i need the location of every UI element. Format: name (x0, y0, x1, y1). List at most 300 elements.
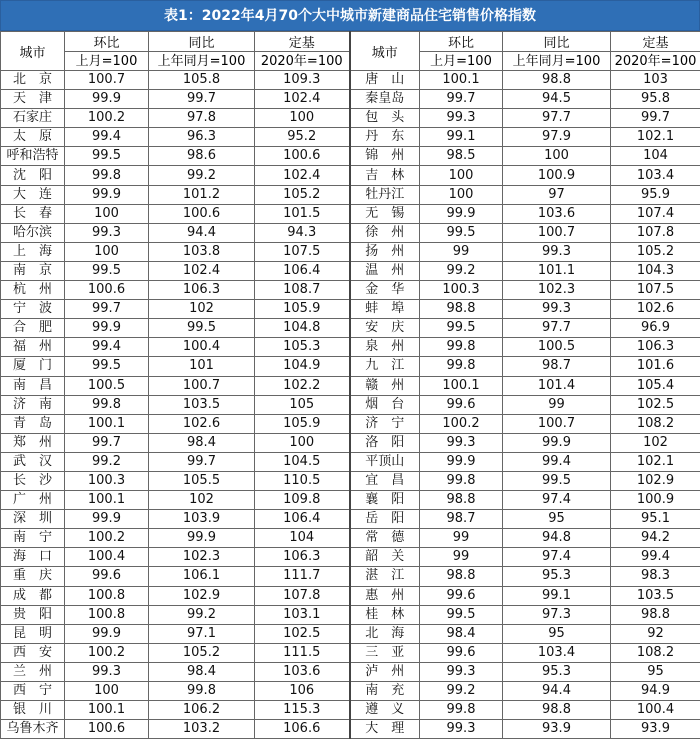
left-mom-cell: 100.1 (65, 491, 149, 510)
right-mom-cell: 99.6 (420, 395, 503, 414)
left-mom-cell: 100 (65, 682, 149, 701)
right-base-cell: 95 (611, 662, 700, 681)
left-yoy-cell: 103.9 (149, 510, 255, 529)
right-mom-cell: 99.5 (420, 605, 503, 624)
header-yoy-right: 同比 (503, 32, 611, 52)
right-yoy-cell: 97.7 (503, 319, 611, 338)
right-mom-cell: 100.2 (420, 414, 503, 433)
right-city-cell: 大 理 (350, 720, 420, 739)
right-base-cell: 102.6 (611, 300, 700, 319)
left-base-cell: 106.6 (255, 720, 350, 739)
table-row (1, 166, 700, 185)
right-base-cell: 102.1 (611, 452, 700, 471)
right-mom-cell: 99.6 (420, 586, 503, 605)
table-row (1, 395, 700, 414)
table-row (1, 682, 700, 701)
table-row (1, 491, 700, 510)
left-city-cell: 福 州 (1, 338, 65, 357)
table-row (1, 720, 700, 739)
right-mom-cell: 100.1 (420, 376, 503, 395)
left-mom-cell: 100.3 (65, 471, 149, 490)
right-base-cell: 93.9 (611, 720, 700, 739)
left-mom-cell: 99.3 (65, 223, 149, 242)
right-city-cell: 赣 州 (350, 376, 420, 395)
right-base-cell: 95.9 (611, 185, 700, 204)
header-yoy-left: 同比 (149, 32, 255, 52)
left-city-cell: 深 圳 (1, 510, 65, 529)
right-yoy-cell: 97.3 (503, 605, 611, 624)
right-mom-cell: 100.3 (420, 281, 503, 300)
right-base-cell: 103.4 (611, 166, 700, 185)
left-yoy-cell: 105.8 (149, 71, 255, 90)
right-mom-cell: 99.6 (420, 643, 503, 662)
right-mom-cell: 99.2 (420, 261, 503, 280)
left-city-cell: 武 汉 (1, 452, 65, 471)
left-base-cell: 111.7 (255, 567, 350, 586)
right-city-cell: 三 亚 (350, 643, 420, 662)
left-city-cell: 南 京 (1, 261, 65, 280)
right-city-cell: 九 江 (350, 357, 420, 376)
right-yoy-cell: 99.1 (503, 586, 611, 605)
left-base-cell: 101.5 (255, 204, 350, 223)
table-row (1, 471, 700, 490)
left-yoy-cell: 100.4 (149, 338, 255, 357)
header-base-right: 定基 (611, 32, 700, 52)
table-row (1, 204, 700, 223)
right-city-cell: 烟 台 (350, 395, 420, 414)
header-base-sub-right: 2020年=100 (611, 52, 700, 71)
header-mom-sub-left: 上月=100 (65, 52, 149, 71)
table-row (1, 147, 700, 166)
right-base-cell: 92 (611, 624, 700, 643)
left-city-cell: 长 沙 (1, 471, 65, 490)
left-mom-cell: 99.5 (65, 147, 149, 166)
table-row (1, 414, 700, 433)
left-city-cell: 大 连 (1, 185, 65, 204)
left-yoy-cell: 97.1 (149, 624, 255, 643)
right-mom-cell: 99.7 (420, 90, 503, 109)
right-base-cell: 101.6 (611, 357, 700, 376)
left-base-cell: 102.4 (255, 166, 350, 185)
left-city-cell: 重 庆 (1, 567, 65, 586)
left-yoy-cell: 98.6 (149, 147, 255, 166)
left-mom-cell: 100.2 (65, 109, 149, 128)
right-city-cell: 泉 州 (350, 338, 420, 357)
right-city-cell: 平顶山 (350, 452, 420, 471)
right-mom-cell: 100.1 (420, 71, 503, 90)
right-yoy-cell: 97.4 (503, 491, 611, 510)
left-base-cell: 103.6 (255, 662, 350, 681)
left-mom-cell: 99.9 (65, 319, 149, 338)
right-base-cell: 99.4 (611, 548, 700, 567)
left-mom-cell: 100.5 (65, 376, 149, 395)
right-base-cell: 107.8 (611, 223, 700, 242)
left-yoy-cell: 102 (149, 491, 255, 510)
right-yoy-cell: 95 (503, 624, 611, 643)
left-city-cell: 郑 州 (1, 433, 65, 452)
left-mom-cell: 99.3 (65, 662, 149, 681)
right-city-cell: 桂 林 (350, 605, 420, 624)
left-yoy-cell: 100.7 (149, 376, 255, 395)
right-yoy-cell: 101.1 (503, 261, 611, 280)
right-yoy-cell: 95 (503, 510, 611, 529)
table-row (1, 71, 700, 90)
left-yoy-cell: 98.4 (149, 433, 255, 452)
right-yoy-cell: 100.7 (503, 223, 611, 242)
right-city-cell: 包 头 (350, 109, 420, 128)
right-base-cell: 103.5 (611, 586, 700, 605)
right-city-cell: 丹 东 (350, 128, 420, 147)
left-base-cell: 105.9 (255, 414, 350, 433)
right-base-cell: 107.5 (611, 281, 700, 300)
header-yoy-sub-right: 上年同月=100 (503, 52, 611, 71)
table-row (1, 223, 700, 242)
left-yoy-cell: 106.3 (149, 281, 255, 300)
left-base-cell: 106.4 (255, 261, 350, 280)
left-yoy-cell: 102.4 (149, 261, 255, 280)
table-row (1, 281, 700, 300)
left-yoy-cell: 97.8 (149, 109, 255, 128)
right-city-cell: 吉 林 (350, 166, 420, 185)
table-row (1, 376, 700, 395)
left-base-cell: 104.5 (255, 452, 350, 471)
table-row (1, 300, 700, 319)
right-base-cell: 100.9 (611, 491, 700, 510)
header-mom-sub-right: 上月=100 (420, 52, 503, 71)
left-mom-cell: 99.5 (65, 261, 149, 280)
right-yoy-cell: 94.5 (503, 90, 611, 109)
right-mom-cell: 98.8 (420, 491, 503, 510)
right-city-cell: 惠 州 (350, 586, 420, 605)
right-base-cell: 94.2 (611, 529, 700, 548)
right-base-cell: 102 (611, 433, 700, 452)
right-city-cell: 秦皇岛 (350, 90, 420, 109)
right-mom-cell: 98.8 (420, 567, 503, 586)
left-city-cell: 乌鲁木齐 (1, 720, 65, 739)
right-base-cell: 102.5 (611, 395, 700, 414)
left-mom-cell: 100.6 (65, 281, 149, 300)
right-mom-cell: 99.3 (420, 433, 503, 452)
left-city-cell: 济 南 (1, 395, 65, 414)
left-base-cell: 109.3 (255, 71, 350, 90)
right-yoy-cell: 95.3 (503, 567, 611, 586)
table-row (1, 338, 700, 357)
left-yoy-cell: 106.2 (149, 701, 255, 720)
right-base-cell: 105.2 (611, 242, 700, 261)
table-row (1, 662, 700, 681)
table-row (1, 242, 700, 261)
left-city-cell: 石家庄 (1, 109, 65, 128)
right-city-cell: 洛 阳 (350, 433, 420, 452)
table-row (1, 605, 700, 624)
left-city-cell: 北 京 (1, 71, 65, 90)
left-yoy-cell: 105.2 (149, 643, 255, 662)
left-yoy-cell: 103.5 (149, 395, 255, 414)
right-yoy-cell: 103.4 (503, 643, 611, 662)
right-yoy-cell: 99.3 (503, 300, 611, 319)
right-base-cell: 105.4 (611, 376, 700, 395)
right-mom-cell: 99 (420, 529, 503, 548)
left-yoy-cell: 103.2 (149, 720, 255, 739)
left-base-cell: 102.2 (255, 376, 350, 395)
right-base-cell: 104 (611, 147, 700, 166)
right-base-cell: 95.1 (611, 510, 700, 529)
right-yoy-cell: 99.9 (503, 433, 611, 452)
right-mom-cell: 99.8 (420, 701, 503, 720)
table-row (1, 701, 700, 720)
table-row (1, 586, 700, 605)
left-base-cell: 105 (255, 395, 350, 414)
left-yoy-cell: 106.1 (149, 567, 255, 586)
left-city-cell: 广 州 (1, 491, 65, 510)
left-base-cell: 100.6 (255, 147, 350, 166)
header-mom-left: 环比 (65, 32, 149, 52)
left-yoy-cell: 102.3 (149, 548, 255, 567)
left-mom-cell: 99.9 (65, 624, 149, 643)
left-mom-cell: 100 (65, 204, 149, 223)
left-city-cell: 南 昌 (1, 376, 65, 395)
left-city-cell: 成 都 (1, 586, 65, 605)
left-base-cell: 106 (255, 682, 350, 701)
left-base-cell: 105.3 (255, 338, 350, 357)
left-mom-cell: 99.7 (65, 433, 149, 452)
left-yoy-cell: 102.6 (149, 414, 255, 433)
left-base-cell: 105.2 (255, 185, 350, 204)
left-base-cell: 100 (255, 433, 350, 452)
table-row (1, 128, 700, 147)
right-mom-cell: 99.8 (420, 357, 503, 376)
right-yoy-cell: 94.4 (503, 682, 611, 701)
right-yoy-cell: 98.8 (503, 71, 611, 90)
left-mom-cell: 99.4 (65, 338, 149, 357)
right-city-cell: 无 锡 (350, 204, 420, 223)
right-mom-cell: 99.8 (420, 338, 503, 357)
right-mom-cell: 99.9 (420, 204, 503, 223)
left-yoy-cell: 99.5 (149, 319, 255, 338)
right-base-cell: 108.2 (611, 643, 700, 662)
right-base-cell: 100.4 (611, 701, 700, 720)
table-row (1, 261, 700, 280)
right-city-cell: 湛 江 (350, 567, 420, 586)
right-mom-cell: 99.3 (420, 109, 503, 128)
right-yoy-cell: 100 (503, 147, 611, 166)
left-base-cell: 104.9 (255, 357, 350, 376)
left-yoy-cell: 100.6 (149, 204, 255, 223)
left-yoy-cell: 99.2 (149, 605, 255, 624)
table-row (1, 185, 700, 204)
right-yoy-cell: 99.3 (503, 242, 611, 261)
header-yoy-sub-left: 上年同月=100 (149, 52, 255, 71)
right-city-cell: 岳 阳 (350, 510, 420, 529)
right-city-cell: 锦 州 (350, 147, 420, 166)
left-city-cell: 兰 州 (1, 662, 65, 681)
right-yoy-cell: 99.5 (503, 471, 611, 490)
left-yoy-cell: 99.8 (149, 682, 255, 701)
table-row (1, 510, 700, 529)
table-title: 表1：2022年4月70个大中城市新建商品住宅销售价格指数 (0, 0, 700, 31)
left-mom-cell: 99.7 (65, 300, 149, 319)
right-city-cell: 韶 关 (350, 548, 420, 567)
left-mom-cell: 100.4 (65, 548, 149, 567)
left-city-cell: 西 安 (1, 643, 65, 662)
left-mom-cell: 100 (65, 242, 149, 261)
right-mom-cell: 98.4 (420, 624, 503, 643)
right-mom-cell: 99.1 (420, 128, 503, 147)
right-city-cell: 安 庆 (350, 319, 420, 338)
table-row (1, 624, 700, 643)
left-city-cell: 宁 波 (1, 300, 65, 319)
right-mom-cell: 99.2 (420, 682, 503, 701)
left-city-cell: 贵 阳 (1, 605, 65, 624)
right-yoy-cell: 97.9 (503, 128, 611, 147)
left-city-cell: 南 宁 (1, 529, 65, 548)
left-mom-cell: 99.6 (65, 567, 149, 586)
right-yoy-cell: 98.8 (503, 701, 611, 720)
left-yoy-cell: 99.9 (149, 529, 255, 548)
right-mom-cell: 99 (420, 548, 503, 567)
left-base-cell: 108.7 (255, 281, 350, 300)
left-base-cell: 115.3 (255, 701, 350, 720)
left-yoy-cell: 103.8 (149, 242, 255, 261)
right-yoy-cell: 93.9 (503, 720, 611, 739)
left-mom-cell: 99.4 (65, 128, 149, 147)
left-city-cell: 呼和浩特 (1, 147, 65, 166)
left-city-cell: 天 津 (1, 90, 65, 109)
left-base-cell: 105.9 (255, 300, 350, 319)
right-city-cell: 北 海 (350, 624, 420, 643)
right-yoy-cell: 101.4 (503, 376, 611, 395)
header-mom-right: 环比 (420, 32, 503, 52)
left-yoy-cell: 102.9 (149, 586, 255, 605)
table-row (1, 357, 700, 376)
left-city-cell: 沈 阳 (1, 166, 65, 185)
right-city-cell: 宜 昌 (350, 471, 420, 490)
left-base-cell: 107.5 (255, 242, 350, 261)
left-base-cell: 102.4 (255, 90, 350, 109)
right-yoy-cell: 98.7 (503, 357, 611, 376)
right-base-cell: 107.4 (611, 204, 700, 223)
right-city-cell: 金 华 (350, 281, 420, 300)
right-yoy-cell: 99 (503, 395, 611, 414)
table-row (1, 319, 700, 338)
left-base-cell: 94.3 (255, 223, 350, 242)
table-body (1, 71, 700, 739)
right-city-cell: 唐 山 (350, 71, 420, 90)
right-yoy-cell: 97.7 (503, 109, 611, 128)
left-yoy-cell: 105.5 (149, 471, 255, 490)
left-yoy-cell: 94.4 (149, 223, 255, 242)
left-city-cell: 上 海 (1, 242, 65, 261)
left-base-cell: 111.5 (255, 643, 350, 662)
right-mom-cell: 99.8 (420, 471, 503, 490)
left-yoy-cell: 99.2 (149, 166, 255, 185)
left-base-cell: 95.2 (255, 128, 350, 147)
header-base-sub-left: 2020年=100 (255, 52, 350, 71)
right-yoy-cell: 100.7 (503, 414, 611, 433)
left-yoy-cell: 101 (149, 357, 255, 376)
left-base-cell: 106.4 (255, 510, 350, 529)
right-yoy-cell: 97.4 (503, 548, 611, 567)
right-base-cell: 108.2 (611, 414, 700, 433)
right-mom-cell: 100 (420, 185, 503, 204)
right-yoy-cell: 99.4 (503, 452, 611, 471)
right-mom-cell: 100 (420, 166, 503, 185)
table-row (1, 529, 700, 548)
right-base-cell: 99.7 (611, 109, 700, 128)
table-row (1, 90, 700, 109)
right-base-cell: 98.3 (611, 567, 700, 586)
right-base-cell: 102.1 (611, 128, 700, 147)
right-city-cell: 南 充 (350, 682, 420, 701)
left-city-cell: 青 岛 (1, 414, 65, 433)
right-yoy-cell: 94.8 (503, 529, 611, 548)
right-city-cell: 牡丹江 (350, 185, 420, 204)
left-mom-cell: 100.6 (65, 720, 149, 739)
left-base-cell: 110.5 (255, 471, 350, 490)
header-city-right: 城市 (350, 32, 420, 71)
left-mom-cell: 99.5 (65, 357, 149, 376)
left-base-cell: 106.3 (255, 548, 350, 567)
right-base-cell: 106.3 (611, 338, 700, 357)
right-yoy-cell: 95.3 (503, 662, 611, 681)
left-mom-cell: 100.2 (65, 643, 149, 662)
left-mom-cell: 99.8 (65, 395, 149, 414)
left-base-cell: 103.1 (255, 605, 350, 624)
left-city-cell: 海 口 (1, 548, 65, 567)
left-base-cell: 104 (255, 529, 350, 548)
left-city-cell: 合 肥 (1, 319, 65, 338)
left-mom-cell: 100.8 (65, 605, 149, 624)
right-mom-cell: 98.7 (420, 510, 503, 529)
right-city-cell: 扬 州 (350, 242, 420, 261)
left-mom-cell: 99.8 (65, 166, 149, 185)
right-city-cell: 遵 义 (350, 701, 420, 720)
left-city-cell: 西 宁 (1, 682, 65, 701)
right-yoy-cell: 97 (503, 185, 611, 204)
right-mom-cell: 99.5 (420, 319, 503, 338)
header-base-left: 定基 (255, 32, 350, 52)
left-base-cell: 107.8 (255, 586, 350, 605)
left-mom-cell: 99.9 (65, 90, 149, 109)
price-index-table (0, 31, 700, 739)
right-base-cell: 98.8 (611, 605, 700, 624)
right-mom-cell: 99.5 (420, 223, 503, 242)
table-row (1, 452, 700, 471)
left-yoy-cell: 99.7 (149, 90, 255, 109)
right-mom-cell: 99.3 (420, 662, 503, 681)
left-yoy-cell: 101.2 (149, 185, 255, 204)
left-yoy-cell: 96.3 (149, 128, 255, 147)
left-yoy-cell: 99.7 (149, 452, 255, 471)
left-base-cell: 109.8 (255, 491, 350, 510)
left-mom-cell: 99.9 (65, 185, 149, 204)
right-city-cell: 济 宁 (350, 414, 420, 433)
right-city-cell: 温 州 (350, 261, 420, 280)
table-row (1, 109, 700, 128)
left-city-cell: 太 原 (1, 128, 65, 147)
left-base-cell: 102.5 (255, 624, 350, 643)
left-mom-cell: 100.1 (65, 414, 149, 433)
table-row (1, 548, 700, 567)
right-base-cell: 96.9 (611, 319, 700, 338)
right-base-cell: 103 (611, 71, 700, 90)
right-base-cell: 104.3 (611, 261, 700, 280)
left-mom-cell: 100.2 (65, 529, 149, 548)
table-row (1, 567, 700, 586)
table-row (1, 643, 700, 662)
right-mom-cell: 99.3 (420, 720, 503, 739)
left-yoy-cell: 102 (149, 300, 255, 319)
